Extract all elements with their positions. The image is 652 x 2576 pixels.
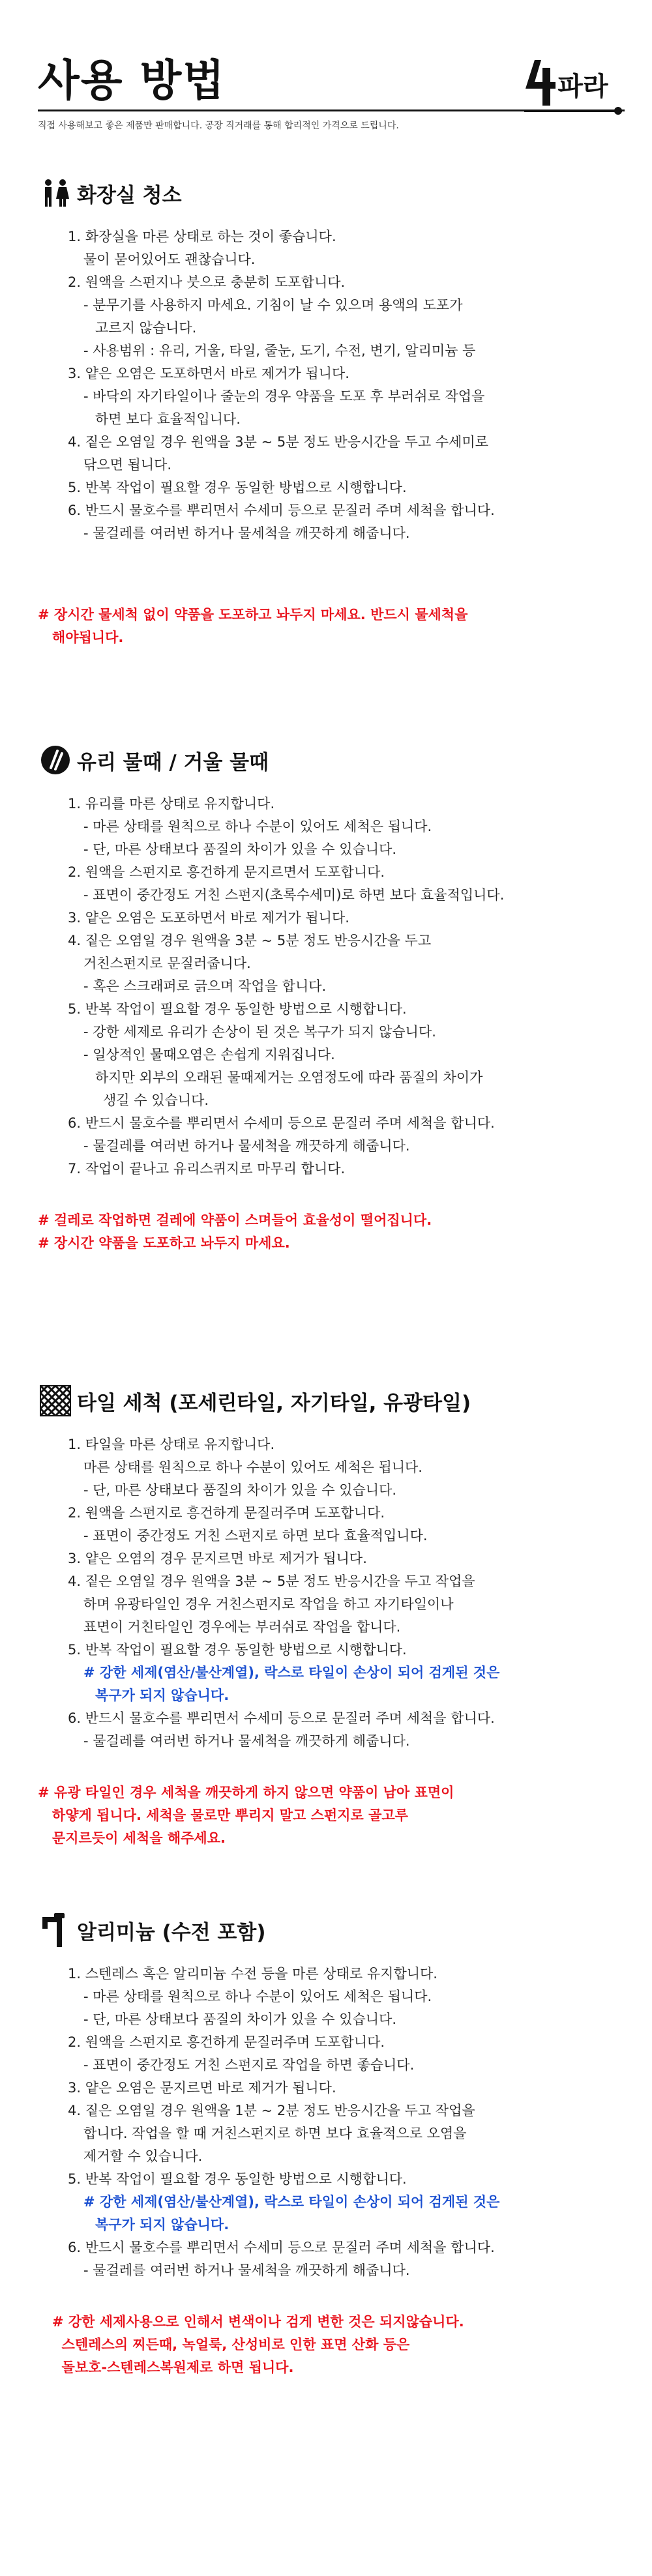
instruction-line: 6. 반드시 물호수를 뿌리면서 수세미 등으로 문질러 주며 세척을 합니다. (68, 2240, 495, 2255)
instruction-line: - 물걸레를 여러번 하거나 물세척을 깨끗하게 해줍니다. (83, 1733, 410, 1749)
instruction-line: - 마른 상태를 원칙으로 하나 수분이 있어도 세척은 됩니다. (83, 819, 432, 834)
instruction-line: 5. 반복 작업이 필요할 경우 동일한 방법으로 시행합니다. (68, 1001, 407, 1017)
instruction-list (38, 226, 625, 545)
instruction-line: 2. 원액을 스펀지나 붓으로 충분히 도포합니다. (68, 274, 346, 290)
instruction-line: 6. 반드시 물호수를 뿌리면서 수세미 등으로 문질러 주며 세척을 합니다. (68, 503, 495, 518)
instruction-line: 닦으면 됩니다. (83, 457, 172, 473)
faucet-icon (38, 1912, 73, 1948)
instruction-line: - 일상적인 물때오염은 손쉽게 지워집니다. (83, 1047, 335, 1062)
instruction-line: - 표면이 중간정도 거친 스펀지(초록수세미)로 하면 보다 효율적입니다. (83, 887, 505, 903)
warning-line: # 강한 세제(염산/불산계열), 락스로 타일이 손상이 되어 검게된 것은 (83, 2194, 500, 2210)
warning-line: 복구가 되지 않습니다. (95, 1688, 230, 1703)
instruction-line: - 마른 상태를 원칙으로 하나 수분이 있어도 세척은 됩니다. (83, 1989, 432, 2004)
instruction-line: 3. 얕은 오염의 경우 문지르면 바로 제거가 됩니다. (68, 1551, 367, 1566)
instruction-line: - 단, 마른 상태보다 품질의 차이가 있을 수 있습니다. (83, 1482, 397, 1498)
warning-line: 복구가 되지 않습니다. (95, 2217, 230, 2232)
instruction-line: 4. 짙은 오염일 경우 원액을 3분 ~ 5분 정도 반응시간을 두고 수세미로 (68, 434, 488, 450)
instruction-list (38, 1433, 625, 1753)
instruction-line: - 강한 세제로 유리가 손상이 된 것은 복구가 되지 않습니다. (83, 1024, 436, 1040)
instruction-line: 합니다. 작업을 할 때 거친스펀지로 하면 보다 효율적으로 오염을 (83, 2126, 467, 2141)
instruction-line: 표면이 거친타일인 경우에는 부러쉬로 작업을 합니다. (83, 1619, 401, 1635)
instruction-line: 5. 반복 작업이 필요할 경우 동일한 방법으로 시행합니다. (68, 1642, 407, 1658)
instruction-line: 6. 반드시 물호수를 뿌리면서 수세미 등으로 문질러 주며 세척을 합니다. (68, 1710, 495, 1726)
instruction-line: 하지만 외부의 오래된 물때제거는 오염정도에 따라 품질의 차이가 (95, 1070, 483, 1085)
section-glass (38, 742, 625, 1255)
logo-text: 파라 (557, 72, 608, 102)
instruction-line: 물이 묻어있어도 괜찮습니다. (83, 252, 256, 267)
restroom-icon (38, 175, 73, 211)
section-heading (38, 742, 625, 778)
section-title: 타일 세척 (포세린타일, 자기타일, 유광타일) (77, 1391, 471, 1415)
instruction-line: 하면 보다 효율적입니다. (95, 411, 241, 427)
instruction-line: - 단, 마른 상태보다 품질의 차이가 있을 수 있습니다. (83, 842, 397, 857)
instruction-line: - 물걸레를 여러번 하거나 물세척을 깨끗하게 해줍니다. (83, 525, 410, 541)
section-aluminum (38, 1912, 625, 2379)
instruction-line: 1. 유리를 마른 상태로 유지합니다. (68, 796, 275, 812)
instruction-line: 4. 짙은 오염일 경우 원액을 3분 ~ 5분 정도 반응시간을 두고 (68, 933, 432, 948)
instruction-line: 1. 타일을 마른 상태로 유지합니다. (68, 1437, 275, 1452)
instruction-line: 하며 유광타일인 경우 거친스펀지로 작업을 하고 자기타일이나 (83, 1596, 454, 1612)
instruction-list (38, 793, 625, 1180)
page-title: 사용 방법 (38, 55, 226, 106)
section-title: 유리 물때 / 거울 물때 (77, 750, 269, 774)
instruction-line: - 물걸레를 여러번 하거나 물세척을 깨끗하게 해줍니다. (83, 1138, 410, 1154)
section-heading (38, 1912, 625, 1948)
section-bathroom (38, 175, 625, 649)
section-title: 화장실 청소 (77, 183, 182, 207)
instruction-line: - 표면이 중간정도 거친 스펀지로 하면 보다 효율적입니다. (83, 1528, 428, 1544)
section-heading (38, 1383, 625, 1419)
tile-pattern-icon (38, 1383, 73, 1418)
instruction-line: 고르지 않습니다. (95, 320, 197, 336)
instruction-line: - 사용범위 : 유리, 거울, 타일, 줄눈, 도기, 수전, 변기, 알리미늄 등 (83, 343, 476, 359)
instruction-line: - 바닥의 자기타일이나 줄눈의 경우 약품을 도포 후 부러쉬로 작업을 (83, 388, 485, 404)
instruction-line: 5. 반복 작업이 필요할 경우 동일한 방법으로 시행합니다. (68, 2171, 407, 2187)
section-heading (38, 175, 625, 211)
brand-logo (520, 55, 625, 117)
instruction-line: 5. 반복 작업이 필요할 경우 동일한 방법으로 시행합니다. (68, 480, 407, 495)
caution-note: # 강한 세제사용으로 인해서 변색이나 검게 변한 것은 되지않습니다. 스텐레스의 찌든때, 녹얼룩, 산성비로 인한 표면 산화 등은 돌보호-스텐레스복원제로 하면 됩니다. (52, 2314, 464, 2375)
instruction-line: 거친스펀지로 문질러줍니다. (83, 956, 251, 971)
instruction-line: 2. 원액을 스펀지로 흥건하게 문질러주며 도포합니다. (68, 2034, 385, 2050)
section-title: 알리미늄 (수전 포함) (77, 1920, 266, 1944)
instruction-line: - 물걸레를 여러번 하거나 물세척을 깨끗하게 해줍니다. (83, 2262, 410, 2278)
instruction-line: - 표면이 중간정도 거친 스펀지로 작업을 하면 좋습니다. (83, 2057, 415, 2073)
caution-note: # 장시간 물세척 없이 약품을 도포하고 놔두지 마세요. 반드시 물세척을 해야됩니다. (38, 607, 468, 645)
instruction-line: - 혹은 스크래퍼로 긁으며 작업을 합니다. (83, 978, 327, 994)
instruction-line: 제거할 수 있습니다. (83, 2148, 203, 2164)
instruction-line: 1. 스텐레스 혹은 알리미늄 수전 등을 마른 상태로 유지합니다. (68, 1966, 437, 1982)
glass-slash-icon (38, 742, 73, 778)
section-tile (38, 1383, 625, 1850)
instruction-line: 마른 상태를 원칙으로 하나 수분이 있어도 세척은 됩니다. (83, 1459, 422, 1475)
instruction-line: 4. 짙은 오염일 경우 원액을 1분 ~ 2분 정도 반응시간을 두고 작업을 (68, 2103, 475, 2118)
instruction-line: 2. 원액을 스펀지로 흥건하게 문지르면서 도포합니다. (68, 864, 385, 880)
instruction-line: - 분무기를 사용하지 마세요. 기침이 날 수 있으며 용액의 도포가 (83, 297, 463, 313)
caution-note: # 걸레로 작업하면 걸레에 약품이 스며들어 효율성이 떨어집니다. # 장시간 약품을 도포하고 놔두지 마세요. (38, 1212, 432, 1251)
instruction-line: 3. 얕은 오염은 도포하면서 바로 제거가 됩니다. (68, 910, 349, 926)
caution-note: # 유광 타일인 경우 세척을 깨끗하게 하지 않으면 약품이 남아 표면이 하얗게 됩니다. 세척을 물로만 뿌리지 말고 스펀지로 골고루 문지르듯이 세척을 해주세요. (38, 1785, 454, 1846)
instruction-line: 생길 수 있습니다. (103, 1092, 209, 1108)
instruction-line: - 단, 마른 상태보다 품질의 차이가 있을 수 있습니다. (83, 2012, 397, 2027)
instruction-line: 3. 얕은 오염은 도포하면서 바로 제거가 됩니다. (68, 366, 349, 381)
warning-line: # 강한 세제(염산/불산계열), 락스로 타일이 손상이 되어 검게된 것은 (83, 1665, 500, 1680)
instruction-line: 3. 얕은 오염은 문지르면 바로 제거가 됩니다. (68, 2080, 336, 2096)
instruction-line: 4. 짙은 오염일 경우 원액을 3분 ~ 5분 정도 반응시간을 두고 작업을 (68, 1573, 475, 1589)
page-subtitle: 직접 사용해보고 좋은 제품만 판매합니다. 공장 직거래를 통해 합리적인 가격으로 드립니다. (38, 121, 399, 131)
instruction-line: 6. 반드시 물호수를 뿌리면서 수세미 등으로 문질러 주며 세척을 합니다. (68, 1115, 495, 1131)
instruction-list (38, 1963, 625, 2282)
instruction-line: 2. 원액을 스펀지로 흥건하게 문질러주며 도포합니다. (68, 1505, 385, 1521)
instruction-line: 7. 작업이 끝나고 유리스퀴지로 마무리 합니다. (68, 1161, 346, 1177)
instruction-line: 1. 화장실을 마른 상태로 하는 것이 좋습니다. (68, 229, 336, 244)
